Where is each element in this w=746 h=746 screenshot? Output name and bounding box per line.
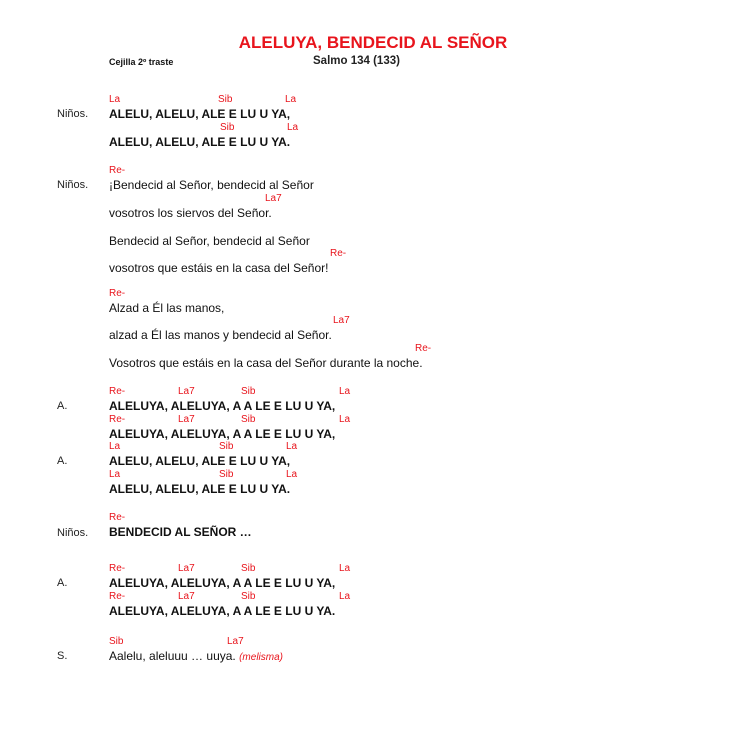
lyric-text: Alzad a Él las manos, <box>109 301 225 315</box>
chord-label: La7 <box>333 315 350 326</box>
lyric-text: alzad a Él las manos y bendecid al Señor. <box>109 328 332 342</box>
lyric-line <box>109 399 335 413</box>
chord-label: La7 <box>178 591 195 602</box>
lyric-text: vosotros los siervos del Señor. <box>109 206 272 220</box>
capo-note: Cejilla 2º traste <box>109 57 174 67</box>
lyric-line <box>109 135 290 149</box>
lyric-text: ALELUYA, ALELUYA, A A LE E LU U YA, <box>109 399 336 413</box>
chord-label: Sib <box>218 94 233 105</box>
chord-label: La <box>339 591 351 602</box>
lyric-text: ALELUYA, ALELUYA, A A LE E LU U YA, <box>109 576 336 590</box>
lyric-line <box>109 576 335 590</box>
lyric-line <box>109 261 328 275</box>
chord-label: Sib <box>241 386 256 397</box>
speaker-label: A. <box>57 455 68 467</box>
lyric-line <box>109 301 224 315</box>
chord-label: La7 <box>227 636 244 647</box>
chord-label: La7 <box>178 414 195 425</box>
chord-label: Re- <box>109 512 126 523</box>
lyric-line <box>109 178 314 192</box>
speaker-label: A. <box>57 400 68 412</box>
chord-label: La <box>285 94 297 105</box>
chord-label: La <box>339 563 351 574</box>
lyric-text: ¡Bendecid al Señor, bendecid al Señor <box>109 178 314 192</box>
lyric-text: ALELU, ALELU, ALE E LU U YA, <box>109 454 291 468</box>
chord-label: Sib <box>241 563 256 574</box>
chord-label: Re- <box>109 563 126 574</box>
lyric-text: ALELUYA, ALELUYA, A A LE E LU U YA. <box>109 604 336 618</box>
chord-label: La <box>339 386 351 397</box>
chord-label: Sib <box>241 414 256 425</box>
chord-label: Re- <box>330 248 347 259</box>
lyric-text: vosotros que estáis en la casa del Señor! <box>109 261 329 275</box>
chord-label: Re- <box>109 386 126 397</box>
chord-label: La7 <box>265 193 282 204</box>
chord-label: La <box>109 469 121 480</box>
lyric-line <box>109 206 272 220</box>
lyric-text: Bendecid al Señor, bendecid al Señor <box>109 234 310 248</box>
chord-label: Sib <box>219 441 234 452</box>
speaker-label: S. <box>57 650 68 662</box>
lyric-line <box>109 525 252 539</box>
speaker-label: A. <box>57 577 68 589</box>
speaker-label: Niños. <box>57 108 89 120</box>
lyric-line <box>109 482 290 496</box>
lyric-text: ALELUYA, ALELUYA, A A LE E LU U YA, <box>109 427 336 441</box>
speaker-label: Niños. <box>57 179 89 191</box>
lyric-line <box>109 604 335 618</box>
lyric-text: BENDECID AL SEÑOR … <box>109 525 252 539</box>
lyric-line <box>109 234 310 248</box>
chord-label: La <box>286 441 298 452</box>
chord-label: Sib <box>109 636 124 647</box>
psalm-reference: Salmo 134 (133) <box>313 55 400 67</box>
chord-label: La7 <box>178 563 195 574</box>
lyric-line <box>109 107 290 121</box>
lyric-text: Aalelu, aleluuu … uuya. <box>109 649 236 663</box>
lyric-text: ALELU, ALELU, ALE E LU U YA. <box>109 482 291 496</box>
lyric-line <box>109 649 283 663</box>
melisma-note: (melisma) <box>239 652 283 663</box>
chord-label: Re- <box>109 414 126 425</box>
lyric-text: Vosotros que estáis en la casa del Señor durante la noche. <box>109 356 423 370</box>
chord-label: La7 <box>178 386 195 397</box>
lyric-line <box>109 356 423 370</box>
lyric-line <box>109 328 332 342</box>
lyric-line <box>109 427 335 441</box>
chord-label: La <box>109 441 121 452</box>
chord-label: Re- <box>109 288 126 299</box>
chord-label: Sib <box>219 469 234 480</box>
chord-label: La <box>287 122 299 133</box>
chord-label: Re- <box>109 591 126 602</box>
chord-label: Re- <box>415 343 432 354</box>
chord-label: La <box>339 414 351 425</box>
lyric-line <box>109 454 290 468</box>
chord-label: Sib <box>220 122 235 133</box>
chord-label: La <box>109 94 121 105</box>
chord-label: Re- <box>109 165 126 176</box>
speaker-label: Niños. <box>57 527 89 539</box>
chord-label: La <box>286 469 298 480</box>
chord-label: Sib <box>241 591 256 602</box>
song-title: ALELUYA, BENDECID AL SEÑOR <box>238 33 508 52</box>
lyric-text: ALELU, ALELU, ALE E LU U YA, <box>109 107 291 121</box>
lyric-text: ALELU, ALELU, ALE E LU U YA. <box>109 135 291 149</box>
